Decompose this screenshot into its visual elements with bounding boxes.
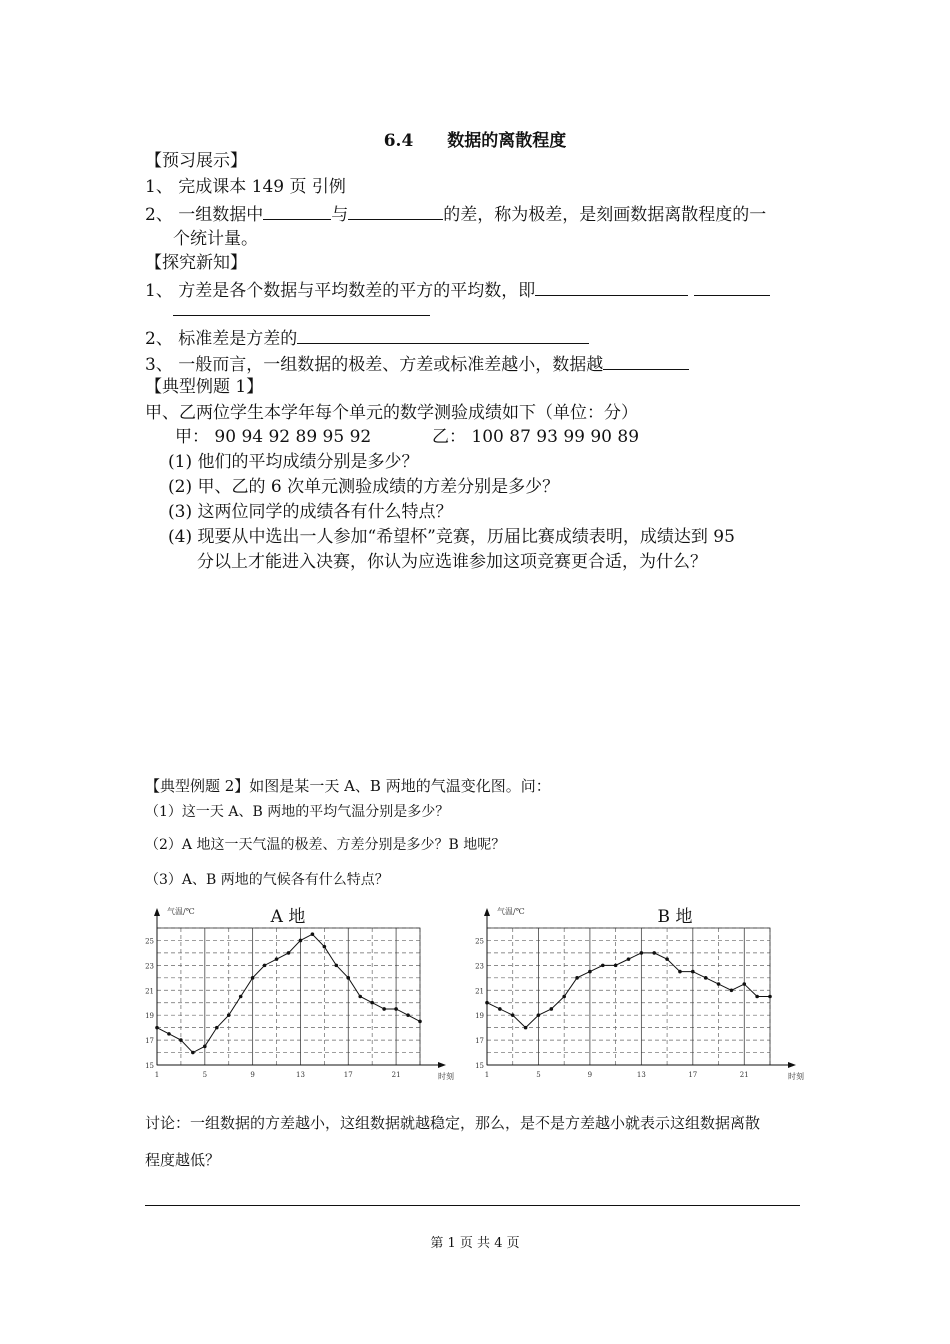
y-tick-label: 21 [475, 987, 484, 996]
preview-item-2-text-a: 2、 一组数据中 [145, 205, 264, 225]
answer-blank[interactable] [694, 278, 770, 296]
data-point [730, 988, 734, 992]
data-point [678, 970, 682, 974]
answer-blank[interactable] [297, 326, 589, 344]
preview-item-2-continued: 个统计量。 [173, 229, 258, 249]
x-tick-label: 21 [391, 1071, 401, 1079]
x-tick-label: 13 [636, 1071, 646, 1079]
preview-item-2-text-c: 的差，称为极差，是刻画数据离散程度的一 [443, 205, 767, 225]
data-point [167, 1032, 171, 1036]
y-tick-label: 15 [145, 1062, 154, 1070]
data-point [768, 995, 772, 999]
data-point [215, 1026, 219, 1030]
explore-item-3-text: 3、 一般而言，一组数据的极差、方差或标准差越小，数据越 [145, 355, 604, 375]
temperature-chart-a [140, 895, 454, 1081]
data-point [418, 1020, 422, 1024]
x-tick-label: 1 [154, 1071, 160, 1079]
y-axis-label: 气温/℃ [167, 907, 195, 916]
explore-item-2 [145, 326, 589, 350]
y-tick-label: 21 [145, 987, 154, 996]
y-axis-label: 气温/℃ [497, 907, 525, 916]
example-1-question-2: (2) 甲、乙的 6 次单元测验成绩的方差分别是多少？ [168, 477, 560, 497]
data-point [323, 945, 327, 949]
chart-title: A 地 [270, 907, 306, 927]
preview-heading: 【预习展示】 [145, 151, 247, 171]
data-point [575, 976, 579, 980]
data-point [665, 957, 669, 961]
data-point [251, 976, 255, 980]
data-point [498, 1007, 502, 1011]
explore-item-1-blank-line [173, 298, 430, 322]
data-point [588, 970, 592, 974]
page-number: 第 1 页 共 4 页 [430, 1236, 520, 1251]
x-tick-label: 17 [343, 1071, 353, 1079]
x-tick-label: 5 [202, 1071, 208, 1079]
y-axis-arrow [484, 908, 490, 916]
example-1-heading: 【典型例题 1】 [145, 377, 264, 397]
data-point [755, 995, 759, 999]
example-2-heading: 【典型例题 2】如图是某一天 A、B 两地的气温变化图。问： [145, 777, 551, 795]
score-row-yi: 乙： 100 87 93 99 90 89 [432, 427, 640, 447]
x-tick-label: 1 [484, 1071, 490, 1079]
section-number: 6.4 [383, 131, 414, 151]
example-1-question-1: (1) 他们的平均成绩分别是多少？ [168, 452, 419, 472]
y-axis-arrow [154, 908, 160, 916]
section-title: 数据的离散程度 [447, 131, 567, 151]
x-axis-label: 时刻 [438, 1072, 454, 1081]
x-axis-label: 时刻 [788, 1072, 804, 1081]
data-point [537, 1013, 541, 1017]
data-point [203, 1045, 207, 1049]
data-point [640, 951, 644, 955]
explore-item-3 [145, 352, 689, 376]
data-point [562, 995, 566, 999]
y-tick-label: 25 [145, 937, 154, 946]
data-point [511, 1013, 515, 1017]
x-tick-label: 5 [536, 1071, 541, 1079]
data-point [191, 1051, 195, 1055]
discussion-line-1: 讨论：一组数据的方差越小，这组数据就越稳定，那么，是不是方差越小就表示这组数据离散 [145, 1114, 761, 1132]
data-point [485, 1001, 489, 1005]
x-tick-label: 9 [250, 1071, 255, 1079]
data-point [627, 957, 631, 961]
data-point [239, 995, 243, 999]
example-1-question-4: (4) 现要从中选出一人参加“希望杯”竞赛，历届比赛成绩表明，成绩达到 95 [168, 527, 735, 547]
explore-heading: 【探究新知】 [145, 253, 247, 273]
answer-blank[interactable] [173, 298, 430, 316]
answer-blank[interactable] [535, 278, 688, 296]
data-point [524, 1026, 528, 1030]
explore-item-1-text: 1、 方差是各个数据与平均数差的平方的平均数，即 [145, 281, 536, 301]
preview-item-2-text-b: 与 [331, 205, 349, 225]
data-point [311, 932, 315, 936]
discussion-line-2: 程度越低？ [145, 1151, 221, 1169]
y-tick-label: 23 [475, 962, 484, 971]
x-axis-arrow [438, 1062, 446, 1068]
plot-frame [487, 928, 770, 1065]
example-2-question-2: （2）A 地这一天气温的极差、方差分别是多少？B 地呢？ [145, 837, 506, 853]
preview-item-1: 1、 完成课本 149 页 引例 [145, 177, 346, 197]
preview-item-2 [145, 202, 766, 226]
data-point [287, 951, 291, 955]
data-point [394, 1007, 398, 1011]
data-point [717, 982, 721, 986]
data-point [382, 1007, 386, 1011]
data-point [358, 995, 362, 999]
data-point [346, 976, 350, 980]
data-point [227, 1013, 231, 1017]
y-tick-label: 23 [145, 962, 154, 971]
data-point [652, 951, 656, 955]
data-point [335, 964, 339, 968]
x-tick-label: 21 [739, 1071, 749, 1079]
y-tick-label: 17 [145, 1037, 154, 1046]
temperature-chart-a-svg [140, 895, 454, 1081]
page-title [0, 126, 950, 151]
example-1-intro: 甲、乙两位学生本学年每个单元的数学测验成绩如下（单位：分） [145, 403, 638, 423]
example-2-question-3: （3）A、B 两地的气候各有什么特点？ [145, 872, 389, 888]
data-point [704, 976, 708, 980]
data-point [601, 964, 605, 968]
data-point [179, 1038, 183, 1042]
example-2-question-1: （1）这一天 A、B 两地的平均气温分别是多少？ [145, 804, 450, 820]
data-point [155, 1026, 159, 1030]
x-axis-arrow [788, 1062, 796, 1068]
data-point [550, 1007, 554, 1011]
x-tick-label: 9 [587, 1071, 593, 1079]
y-tick-label: 15 [475, 1062, 484, 1070]
data-point [275, 957, 279, 961]
data-point [406, 1013, 410, 1017]
answer-blank[interactable] [603, 352, 689, 370]
data-point [299, 939, 303, 943]
y-tick-label: 25 [475, 937, 484, 946]
example-1-question-3: (3) 这两位同学的成绩各有什么特点？ [168, 502, 453, 522]
data-point [263, 964, 267, 968]
plot-frame [157, 928, 420, 1065]
score-row-jia: 甲： 90 94 92 89 95 92 [175, 427, 372, 447]
footer-divider [145, 1205, 800, 1206]
x-tick-label: 17 [688, 1071, 698, 1079]
data-point [614, 964, 618, 968]
temperature-chart-b [470, 895, 804, 1081]
chart-title: B 地 [657, 907, 693, 927]
answer-blank[interactable] [263, 202, 331, 220]
data-point [370, 1001, 374, 1005]
y-tick-label: 17 [475, 1037, 484, 1046]
answer-blank[interactable] [348, 202, 443, 220]
data-point [691, 970, 695, 974]
temperature-chart-b-svg [470, 895, 804, 1081]
example-1-question-4-continued: 分以上才能进入决赛，你认为应选谁参加这项竞赛更合适，为什么？ [197, 552, 707, 572]
data-point [742, 982, 746, 986]
y-tick-label: 19 [145, 1012, 154, 1021]
y-tick-label: 19 [475, 1012, 484, 1021]
x-tick-label: 13 [295, 1071, 305, 1079]
explore-item-2-text: 2、 标准差是方差的 [145, 329, 298, 349]
